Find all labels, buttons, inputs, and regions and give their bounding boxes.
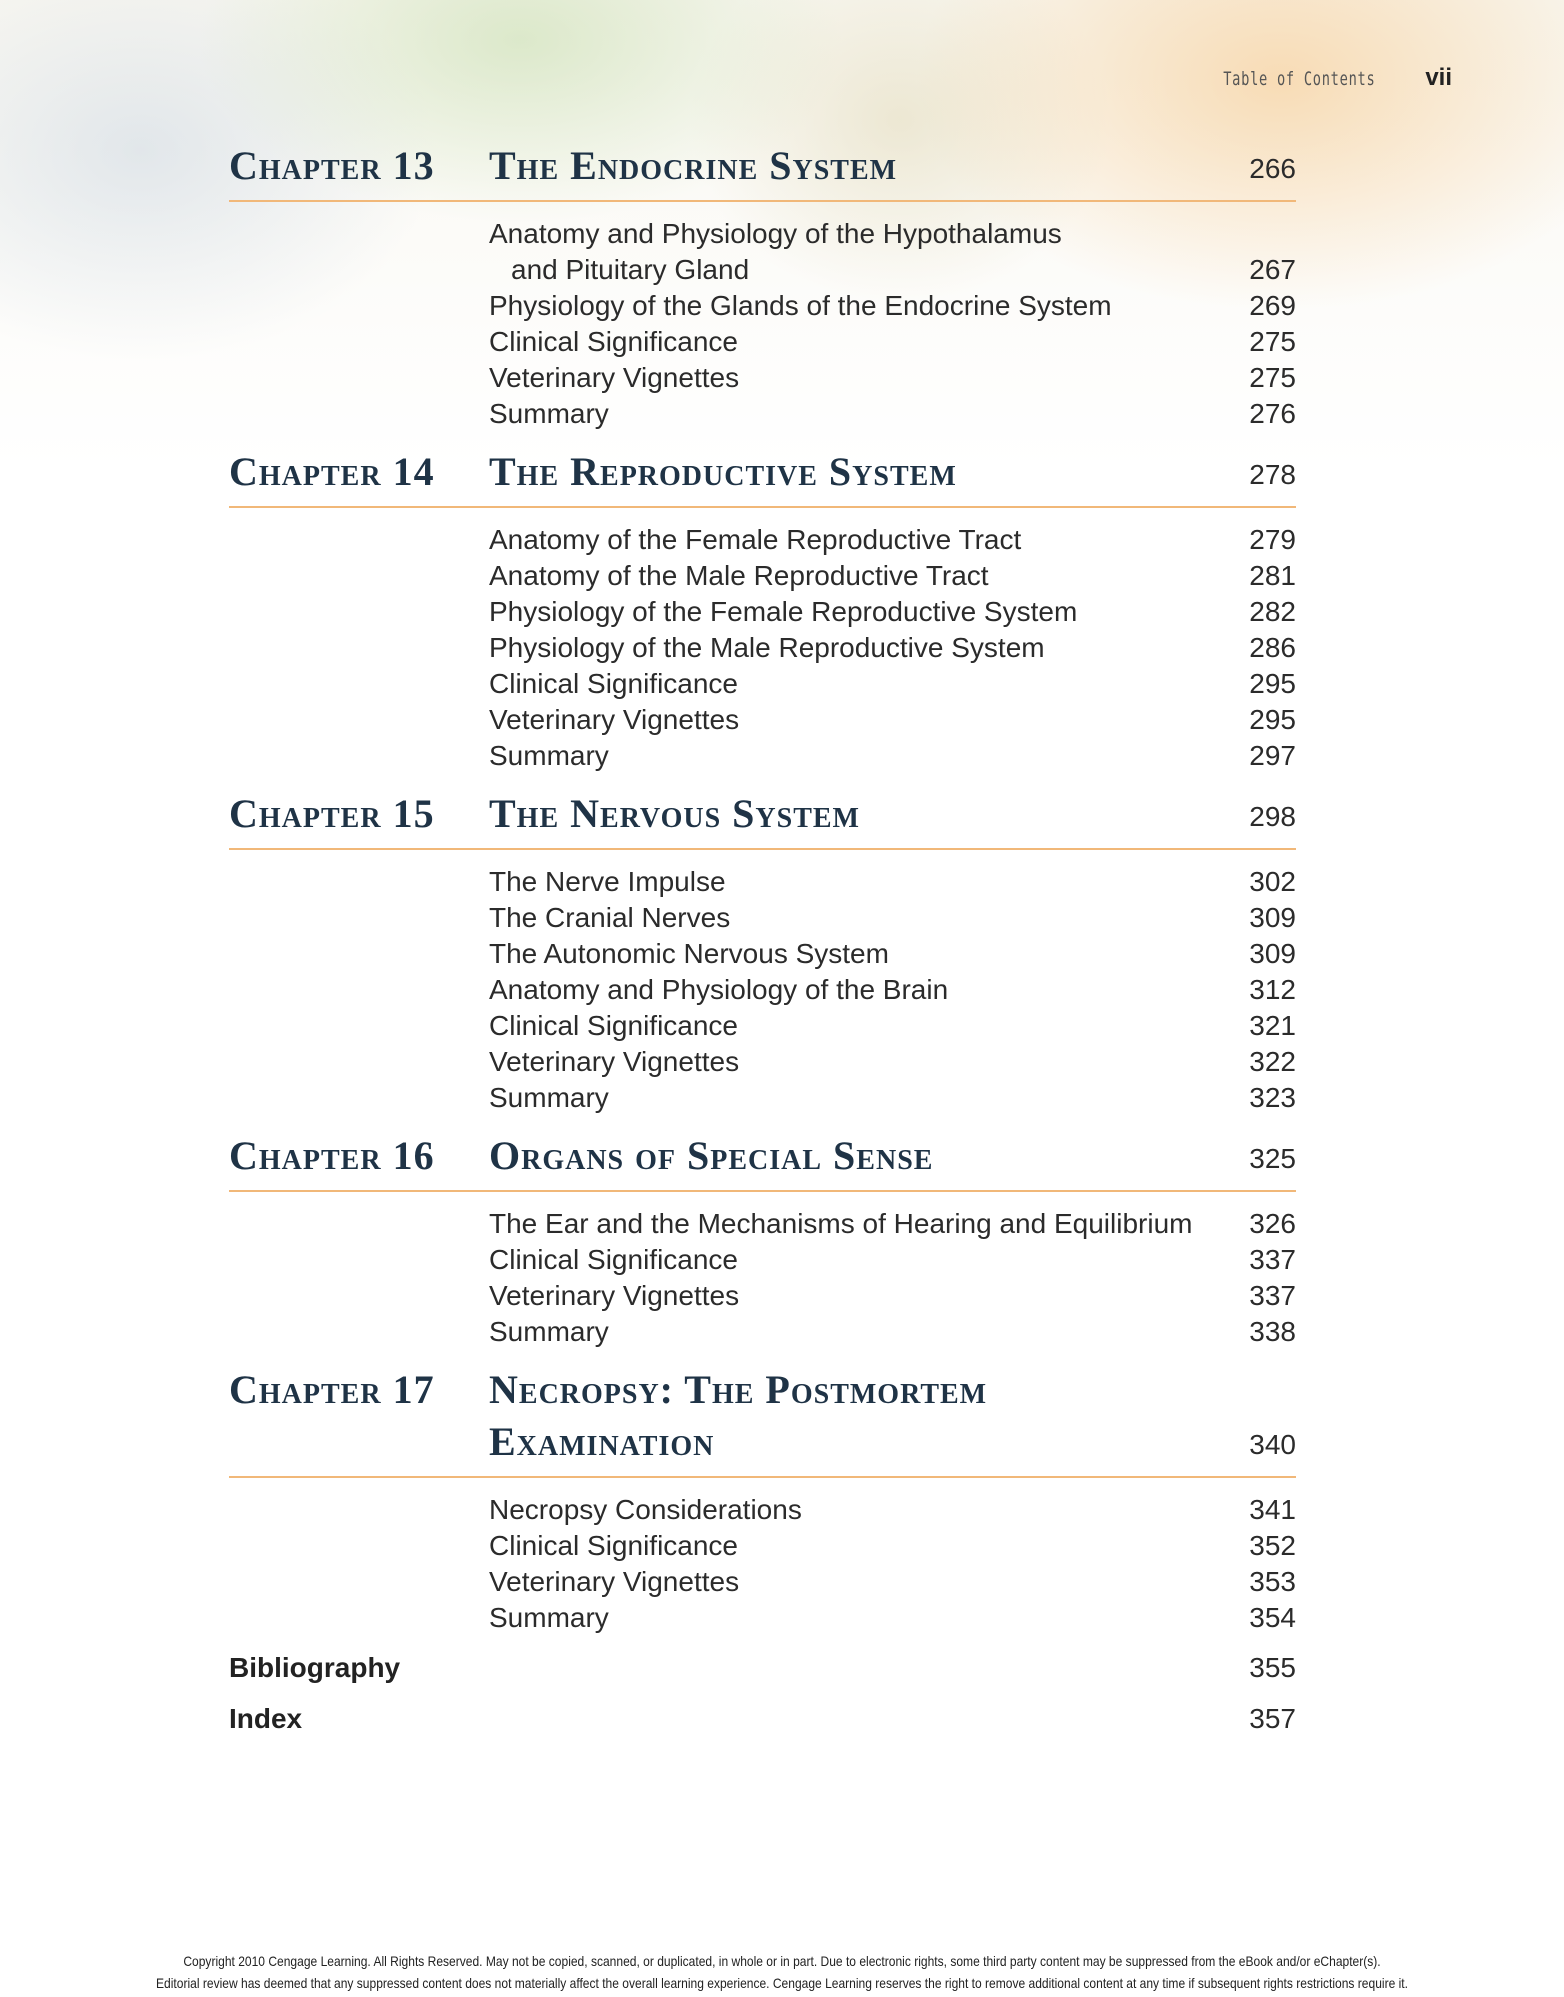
entry-page: 309	[1249, 902, 1296, 933]
chapter-page: 325	[1249, 1143, 1296, 1174]
entry-title: Clinical Significance	[489, 1010, 739, 1041]
entry-title: Veterinary Vignettes	[489, 1566, 740, 1597]
toc-entry[interactable]	[489, 1242, 1296, 1278]
entry-page: 309	[1249, 938, 1296, 969]
chapter-title-text: The Endocrine System	[489, 143, 898, 188]
entry-page: 353	[1249, 1566, 1296, 1597]
entry-title: Veterinary Vignettes	[489, 1046, 740, 1077]
copyright-line-2: Editorial review has deemed that any suppressed content does not materially affect the overall learning experience. Cengage Learning reserves the right to remove additional content at any time if subsequent rights restrictions require it.	[156, 1975, 1408, 1991]
toc-entry[interactable]	[489, 666, 1296, 702]
entry-page: 338	[1249, 1316, 1296, 1347]
running-head-title: Table of Contents	[1223, 68, 1376, 90]
entry-page: 276	[1249, 398, 1296, 429]
toc-entry[interactable]	[489, 324, 1296, 360]
chapter-title[interactable]	[489, 1364, 1216, 1468]
entry-title-line2: and Pituitary Gland	[511, 254, 750, 285]
toc-entry[interactable]	[489, 1278, 1296, 1314]
toc-entry[interactable]	[489, 216, 1296, 288]
chapter-title[interactable]	[489, 1130, 1216, 1182]
chapter-page: 266	[1249, 153, 1296, 184]
chapter-heading	[229, 140, 1296, 202]
entry-title: The Ear and the Mechanisms of Hearing and Equilibrium	[489, 1208, 1193, 1239]
entry-page: 302	[1249, 866, 1296, 897]
toc-entry[interactable]	[489, 1080, 1296, 1116]
chapter-title[interactable]	[489, 140, 1216, 192]
chapter-14	[229, 446, 1296, 774]
entry-title-line1: Anatomy and Physiology of the Hypothalamus	[489, 218, 1062, 249]
toc-entry[interactable]	[489, 1206, 1296, 1242]
toc-entry[interactable]	[489, 972, 1296, 1008]
toc-entry[interactable]	[489, 1008, 1296, 1044]
chapter-15	[229, 788, 1296, 1116]
chapter-label: Chapter 15	[229, 791, 435, 836]
toc-entry[interactable]	[489, 864, 1296, 900]
toc-entry[interactable]	[489, 1314, 1296, 1350]
chapter-page: 298	[1249, 801, 1296, 832]
entry-title: Clinical Significance	[489, 668, 739, 699]
entry-title: Anatomy of the Female Reproductive Tract	[489, 524, 1022, 555]
entry-page: 275	[1249, 326, 1296, 357]
entry-title: The Nerve Impulse	[489, 866, 726, 897]
chapter-17	[229, 1364, 1296, 1636]
copyright-notice	[0, 1950, 1564, 1994]
chapter-heading	[229, 446, 1296, 508]
entry-page: 323	[1249, 1082, 1296, 1113]
toc-entry[interactable]	[489, 558, 1296, 594]
toc-entry[interactable]	[489, 738, 1296, 774]
entry-title: Veterinary Vignettes	[489, 1280, 740, 1311]
section-list	[489, 216, 1296, 432]
entry-title: Physiology of the Female Reproductive System	[489, 596, 1078, 627]
chapter-heading	[229, 788, 1296, 850]
chapter-heading	[229, 1364, 1296, 1478]
entry-title: Summary	[489, 1316, 609, 1347]
chapter-label: Chapter 17	[229, 1367, 435, 1412]
section-list	[489, 1206, 1296, 1350]
backmatter-page: 357	[1249, 1703, 1296, 1734]
toc-entry[interactable]	[489, 360, 1296, 396]
toc-entry[interactable]	[489, 396, 1296, 432]
chapter-title[interactable]	[489, 788, 1216, 840]
toc-entry[interactable]	[489, 702, 1296, 738]
entry-page: 312	[1249, 974, 1296, 1005]
toc-entry[interactable]	[489, 1044, 1296, 1080]
chapter-page: 340	[1249, 1429, 1296, 1460]
entry-page: 267	[1249, 254, 1296, 285]
entry-page: 321	[1249, 1010, 1296, 1041]
section-list	[489, 1492, 1296, 1636]
chapter-label: Chapter 13	[229, 143, 435, 188]
entry-page: 322	[1249, 1046, 1296, 1077]
chapter-label: Chapter 14	[229, 449, 435, 494]
entry-page: 297	[1249, 740, 1296, 771]
entry-title: Necropsy Considerations	[489, 1494, 802, 1525]
entry-page: 286	[1249, 632, 1296, 663]
entry-page: 337	[1249, 1244, 1296, 1275]
entry-title: Summary	[489, 740, 609, 771]
entry-title: Summary	[489, 1082, 609, 1113]
entry-page: 275	[1249, 362, 1296, 393]
entry-title	[489, 216, 1216, 288]
entry-page: 326	[1249, 1208, 1296, 1239]
chapter-title-text: The Reproductive System	[489, 449, 957, 494]
entry-page: 282	[1249, 596, 1296, 627]
table-of-contents	[229, 140, 1296, 1752]
toc-entry[interactable]	[489, 936, 1296, 972]
entry-page: 354	[1249, 1602, 1296, 1633]
entry-title: Summary	[489, 1602, 609, 1633]
entry-title: Veterinary Vignettes	[489, 362, 740, 393]
chapter-16	[229, 1130, 1296, 1350]
entry-page: 269	[1249, 290, 1296, 321]
entry-title: Anatomy of the Male Reproductive Tract	[489, 560, 989, 591]
entry-page: 295	[1249, 668, 1296, 699]
chapter-title-line2: Examination	[489, 1419, 715, 1464]
entry-title: Anatomy and Physiology of the Brain	[489, 974, 949, 1005]
chapter-heading	[229, 1130, 1296, 1192]
chapter-13	[229, 140, 1296, 432]
entry-title: Clinical Significance	[489, 1244, 739, 1275]
entry-title: Summary	[489, 398, 609, 429]
entry-page: 337	[1249, 1280, 1296, 1311]
entry-page: 341	[1249, 1494, 1296, 1525]
backmatter-title: Index	[229, 1703, 303, 1734]
chapter-label: Chapter 16	[229, 1133, 435, 1178]
toc-entry[interactable]	[489, 1600, 1296, 1636]
toc-entry[interactable]	[489, 1492, 1296, 1528]
chapter-title-text: The Nervous System	[489, 791, 860, 836]
entry-title: Clinical Significance	[489, 1530, 739, 1561]
chapter-title-text: Organs of Special Sense	[489, 1133, 934, 1178]
toc-entry[interactable]	[489, 1564, 1296, 1600]
running-head	[1164, 64, 1452, 92]
entry-title: The Cranial Nerves	[489, 902, 731, 933]
toc-entry[interactable]	[489, 522, 1296, 558]
chapter-title-text: Necropsy: The Postmortem	[489, 1367, 988, 1412]
chapter-title[interactable]	[489, 446, 1216, 498]
copyright-line-1: Copyright 2010 Cengage Learning. All Rights Reserved. May not be copied, scanned, or duplicated, in whole or in part. Due to electronic rights, some third party content may be suppressed from the eBook and/or eChapter(s).	[183, 1953, 1381, 1969]
entry-title: Physiology of the Glands of the Endocrine System	[489, 290, 1112, 321]
toc-entry[interactable]	[489, 594, 1296, 630]
entry-page: 295	[1249, 704, 1296, 735]
entry-page: 352	[1249, 1530, 1296, 1561]
backmatter-title: Bibliography	[229, 1652, 401, 1683]
toc-entry[interactable]	[489, 288, 1296, 324]
entry-title: Physiology of the Male Reproductive System	[489, 632, 1045, 663]
index-entry[interactable]	[229, 1701, 1296, 1737]
entry-page: 281	[1249, 560, 1296, 591]
chapter-page: 278	[1249, 459, 1296, 490]
entry-title: Veterinary Vignettes	[489, 704, 740, 735]
section-list	[489, 864, 1296, 1116]
entry-title: Clinical Significance	[489, 326, 739, 357]
toc-entry[interactable]	[489, 630, 1296, 666]
bibliography-entry[interactable]	[229, 1650, 1296, 1686]
toc-entry[interactable]	[489, 1528, 1296, 1564]
entry-page: 279	[1249, 524, 1296, 555]
page-number: vii	[1425, 64, 1452, 91]
backmatter-page: 355	[1249, 1652, 1296, 1683]
entry-title: The Autonomic Nervous System	[489, 938, 889, 969]
section-list	[489, 522, 1296, 774]
toc-entry[interactable]	[489, 900, 1296, 936]
